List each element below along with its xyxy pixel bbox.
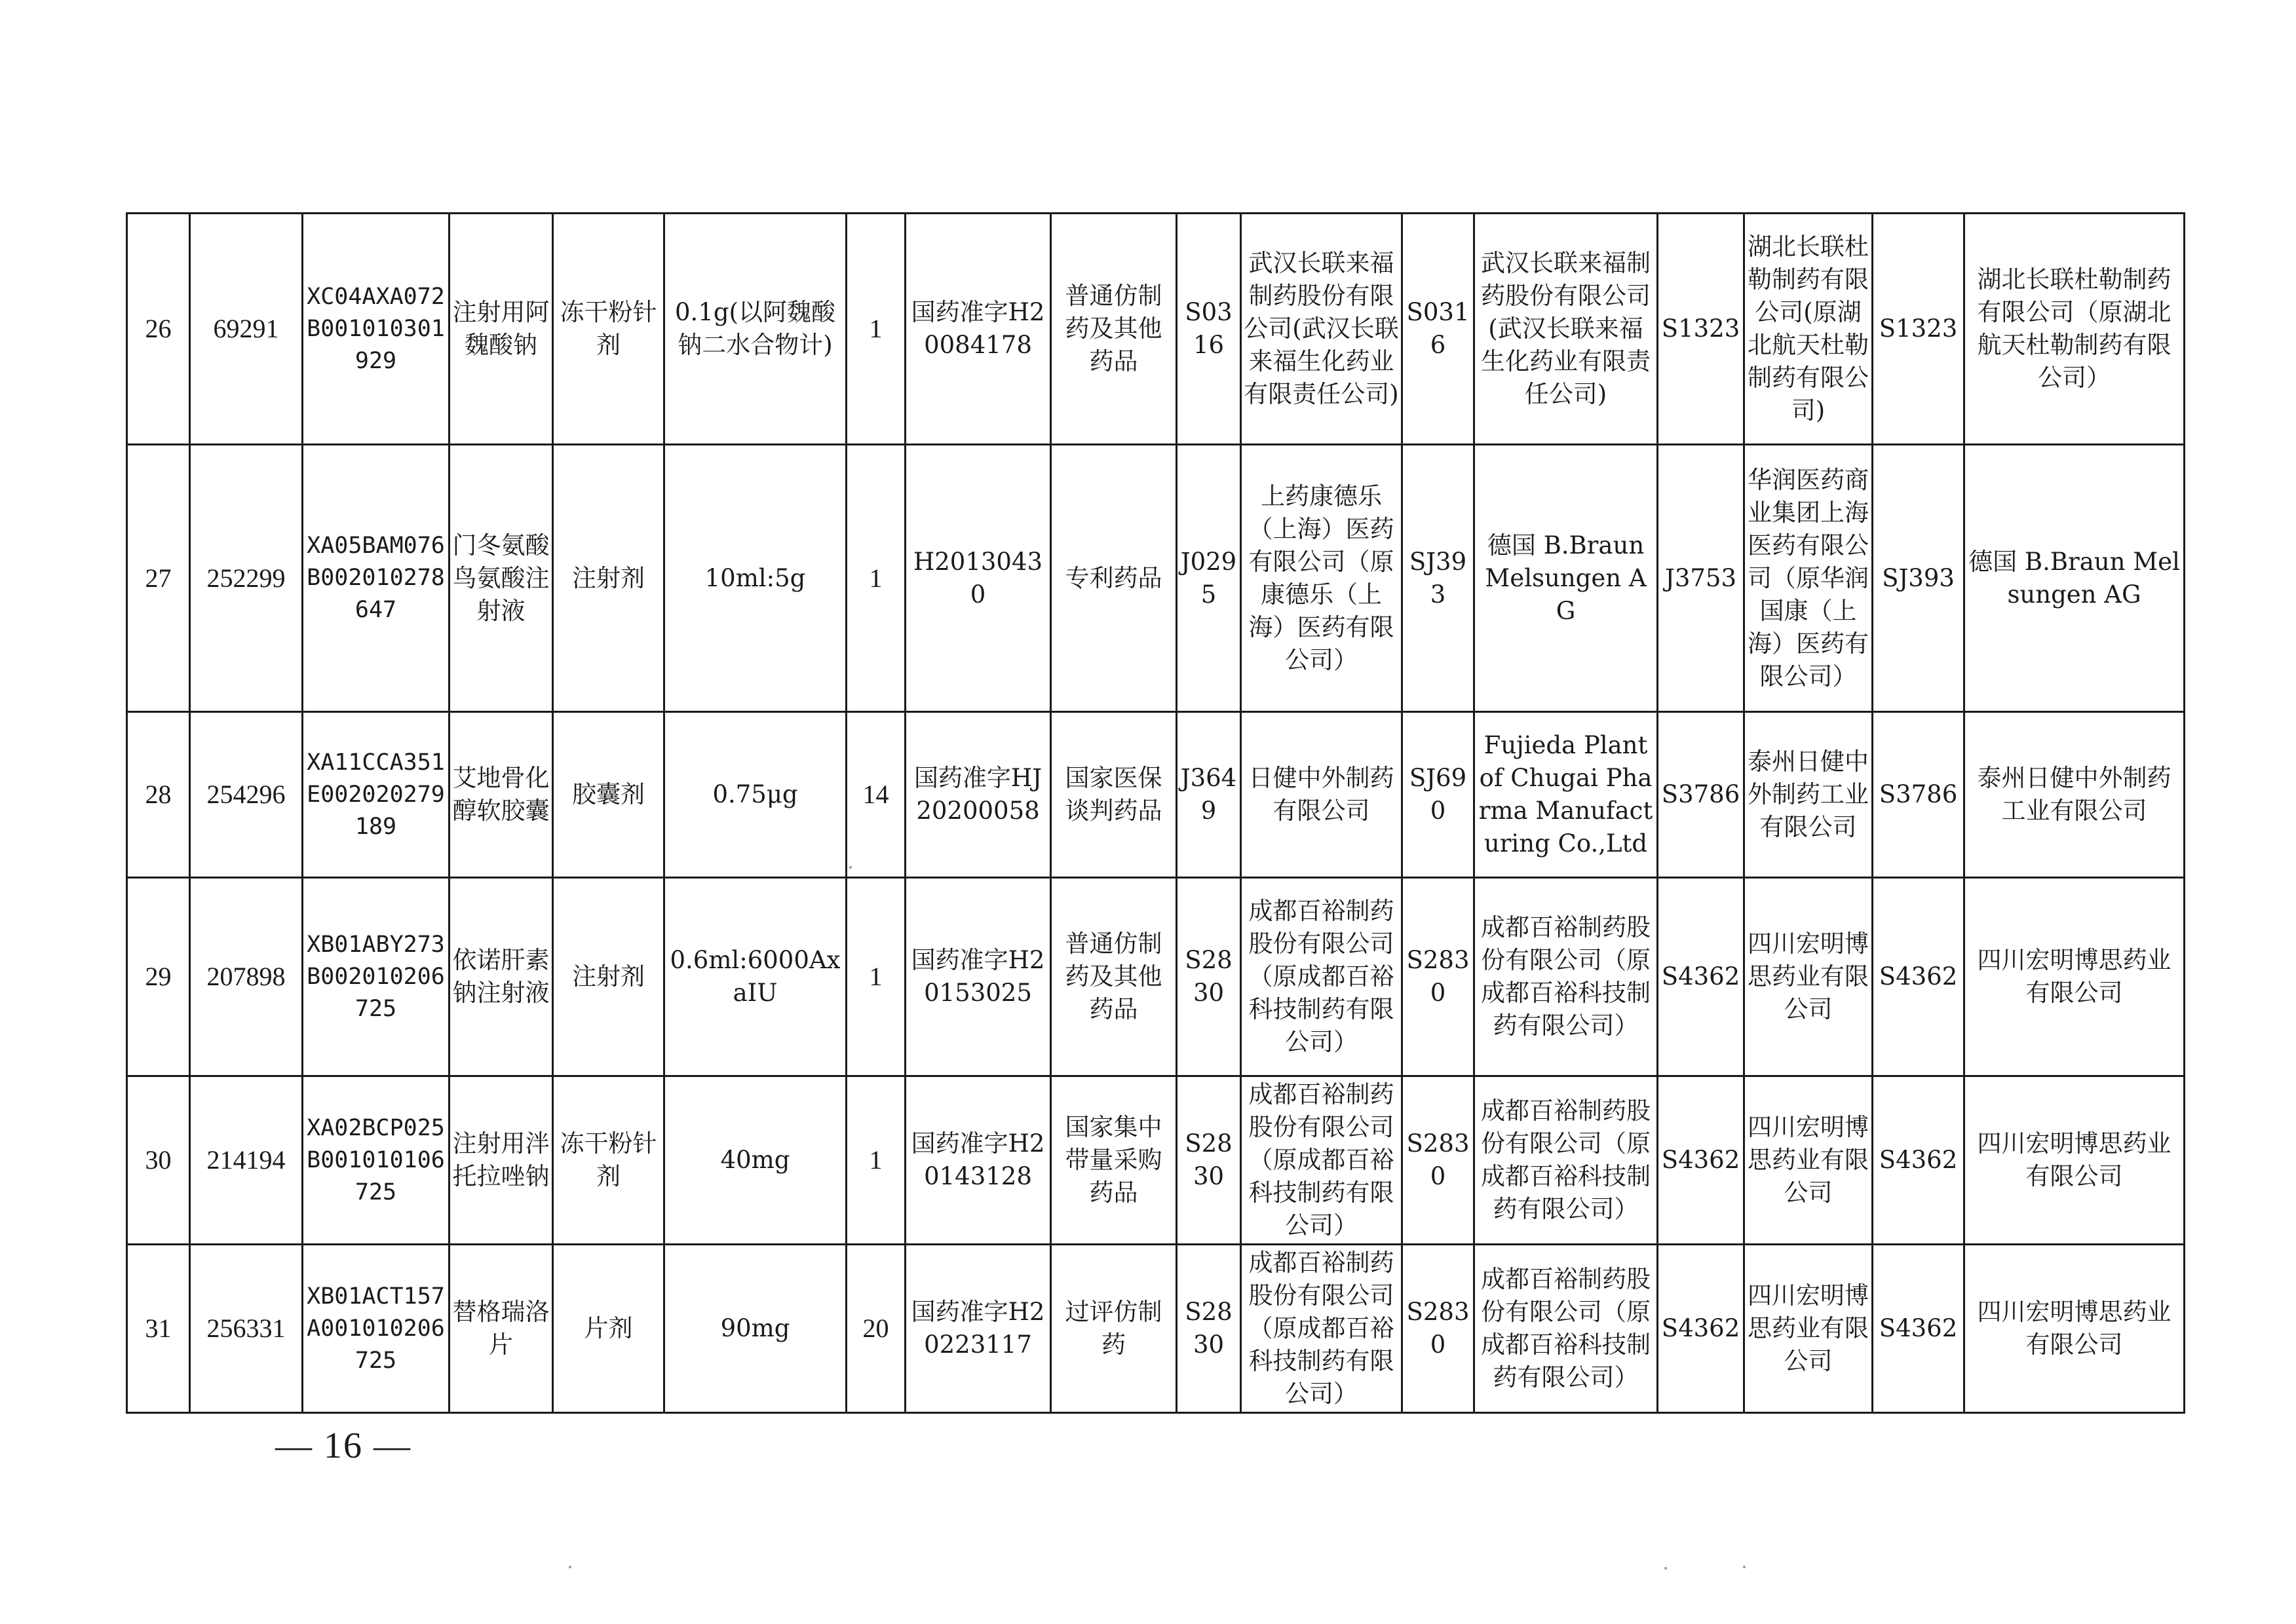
dosage-form-cell: 胶囊剂	[553, 712, 664, 878]
applicant-company-cell: 日健中外制药有限公司	[1241, 712, 1402, 878]
row-number-cell: 30	[127, 1076, 190, 1245]
drug-category-cell: 过评仿制药	[1051, 1245, 1177, 1413]
distributor-code-cell: S4362	[1658, 1245, 1744, 1413]
manufacturer-code-cell: S0316	[1402, 214, 1474, 445]
drug-category-cell: 国家医保谈判药品	[1051, 712, 1177, 878]
drug-code-cell: XA11CCA351E002020279189	[303, 712, 450, 878]
package-quantity-cell: 1	[847, 214, 906, 445]
distributor-company-cell: 四川宏明博思药业有限公司	[1744, 1245, 1873, 1413]
package-quantity-cell: 1	[847, 445, 906, 712]
distributor-code-cell: S3786	[1658, 712, 1744, 878]
drug-id-cell: 214194	[190, 1076, 303, 1245]
holder-company-cell: 四川宏明博思药业有限公司	[1964, 878, 2185, 1076]
table-row	[127, 445, 2185, 712]
distributor-code-cell: S1323	[1658, 214, 1744, 445]
drug-listing-table	[126, 212, 2185, 1414]
applicant-company-cell: 上药康德乐（上海）医药有限公司（原康德乐（上海）医药有限公司）	[1241, 445, 1402, 712]
distributor-company-cell: 四川宏明博思药业有限公司	[1744, 1076, 1873, 1245]
manufacturer-code-cell: S2830	[1402, 1076, 1474, 1245]
specification-cell: 10ml:5g	[664, 445, 847, 712]
drug-code-cell: XC04AXA072B001010301929	[303, 214, 450, 445]
distributor-company-cell: 华润医药商业集团上海医药有限公司（原华润国康（上海）医药有限公司）	[1744, 445, 1873, 712]
holder-company-cell: 四川宏明博思药业有限公司	[1964, 1245, 2185, 1413]
scan-speck	[1664, 1567, 1667, 1570]
drug-category-cell: 专利药品	[1051, 445, 1177, 712]
drug-id-cell: 254296	[190, 712, 303, 878]
approval-number-cell: 国药准字H20143128	[906, 1076, 1051, 1245]
table-row	[127, 214, 2185, 445]
scan-speck	[1743, 1566, 1746, 1568]
row-number-cell: 28	[127, 712, 190, 878]
package-quantity-cell: 1	[847, 1076, 906, 1245]
drug-category-cell: 普通仿制药及其他药品	[1051, 878, 1177, 1076]
dosage-form-cell: 片剂	[553, 1245, 664, 1413]
holder-code-cell: SJ393	[1873, 445, 1964, 712]
manufacturer-company-cell: 武汉长联来福制药股份有限公司(武汉长联来福生化药业有限责任公司)	[1474, 214, 1658, 445]
applicant-company-cell: 成都百裕制药股份有限公司（原成都百裕科技制药有限公司）	[1241, 878, 1402, 1076]
dosage-form-cell: 冻干粉针剂	[553, 1076, 664, 1245]
table-row	[127, 1076, 2185, 1245]
approval-number-cell: 国药准字H20223117	[906, 1245, 1051, 1413]
drug-name-cell: 替格瑞洛片	[450, 1245, 553, 1413]
dosage-form-cell: 注射剂	[553, 878, 664, 1076]
applicant-company-cell: 成都百裕制药股份有限公司（原成都百裕科技制药有限公司）	[1241, 1076, 1402, 1245]
scan-speck	[569, 1566, 571, 1568]
manufacturer-company-cell: 成都百裕制药股份有限公司（原成都百裕科技制药有限公司）	[1474, 1245, 1658, 1413]
package-quantity-cell: 20	[847, 1245, 906, 1413]
drug-id-cell: 207898	[190, 878, 303, 1076]
specification-cell: 0.6ml:6000AxaIU	[664, 878, 847, 1076]
holder-code-cell: S4362	[1873, 1076, 1964, 1245]
manufacturer-company-cell: 成都百裕制药股份有限公司（原成都百裕科技制药有限公司）	[1474, 1076, 1658, 1245]
specification-cell: 0.1g(以阿魏酸钠二水合物计)	[664, 214, 847, 445]
holder-code-cell: S4362	[1873, 1245, 1964, 1413]
holder-code-cell: S3786	[1873, 712, 1964, 878]
drug-name-cell: 依诺肝素钠注射液	[450, 878, 553, 1076]
drug-id-cell: 252299	[190, 445, 303, 712]
applicant-company-cell: 成都百裕制药股份有限公司（原成都百裕科技制药有限公司）	[1241, 1245, 1402, 1413]
applicant-code-cell: S2830	[1177, 1245, 1241, 1413]
manufacturer-company-cell: 德国 B.Braun Melsungen AG	[1474, 445, 1658, 712]
specification-cell: 40mg	[664, 1076, 847, 1245]
applicant-code-cell: J3649	[1177, 712, 1241, 878]
package-quantity-cell: 1	[847, 878, 906, 1076]
drug-code-cell: XA02BCP025B001010106725	[303, 1076, 450, 1245]
package-quantity-cell: 14	[847, 712, 906, 878]
holder-company-cell: 湖北长联杜勒制药有限公司（原湖北航天杜勒制药有限公司）	[1964, 214, 2185, 445]
drug-id-cell: 69291	[190, 214, 303, 445]
table-row	[127, 1245, 2185, 1413]
drug-name-cell: 艾地骨化醇软胶囊	[450, 712, 553, 878]
row-number-cell: 31	[127, 1245, 190, 1413]
applicant-code-cell: S0316	[1177, 214, 1241, 445]
manufacturer-company-cell: 成都百裕制药股份有限公司（原成都百裕科技制药有限公司）	[1474, 878, 1658, 1076]
drug-name-cell: 注射用泮托拉唑钠	[450, 1076, 553, 1245]
dosage-form-cell: 注射剂	[553, 445, 664, 712]
approval-number-cell: 国药准字H20153025	[906, 878, 1051, 1076]
row-number-cell: 29	[127, 878, 190, 1076]
distributor-code-cell: S4362	[1658, 878, 1744, 1076]
drug-id-cell: 256331	[190, 1245, 303, 1413]
drug-name-cell: 注射用阿魏酸钠	[450, 214, 553, 445]
scan-speck	[849, 866, 852, 869]
distributor-company-cell: 泰州日健中外制药工业有限公司	[1744, 712, 1873, 878]
approval-number-cell: 国药准字H20084178	[906, 214, 1051, 445]
holder-code-cell: S1323	[1873, 214, 1964, 445]
row-number-cell: 26	[127, 214, 190, 445]
specification-cell: 90mg	[664, 1245, 847, 1413]
approval-number-cell: 国药准字HJ20200058	[906, 712, 1051, 878]
approval-number-cell: H20130430	[906, 445, 1051, 712]
holder-company-cell: 德国 B.Braun Melsungen AG	[1964, 445, 2185, 712]
manufacturer-code-cell: SJ690	[1402, 712, 1474, 878]
drug-category-cell: 普通仿制药及其他药品	[1051, 214, 1177, 445]
holder-company-cell: 四川宏明博思药业有限公司	[1964, 1076, 2185, 1245]
drug-category-cell: 国家集中带量采购药品	[1051, 1076, 1177, 1245]
row-number-cell: 27	[127, 445, 190, 712]
distributor-code-cell: S4362	[1658, 1076, 1744, 1245]
manufacturer-code-cell: S2830	[1402, 878, 1474, 1076]
applicant-code-cell: S2830	[1177, 878, 1241, 1076]
applicant-code-cell: S2830	[1177, 1076, 1241, 1245]
drug-name-cell: 门冬氨酸鸟氨酸注射液	[450, 445, 553, 712]
distributor-company-cell: 四川宏明博思药业有限公司	[1744, 878, 1873, 1076]
holder-code-cell: S4362	[1873, 878, 1964, 1076]
manufacturer-code-cell: SJ393	[1402, 445, 1474, 712]
holder-company-cell: 泰州日健中外制药工业有限公司	[1964, 712, 2185, 878]
distributor-company-cell: 湖北长联杜勒制药有限公司(原湖北航天杜勒制药有限公司)	[1744, 214, 1873, 445]
drug-code-cell: XB01ABY273B002010206725	[303, 878, 450, 1076]
distributor-code-cell: J3753	[1658, 445, 1744, 712]
applicant-code-cell: J0295	[1177, 445, 1241, 712]
manufacturer-code-cell: S2830	[1402, 1245, 1474, 1413]
drug-code-cell: XB01ACT157A001010206725	[303, 1245, 450, 1413]
specification-cell: 0.75μg	[664, 712, 847, 878]
applicant-company-cell: 武汉长联来福制药股份有限公司(武汉长联来福生化药业有限责任公司)	[1241, 214, 1402, 445]
table-row	[127, 878, 2185, 1076]
table-row	[127, 712, 2185, 878]
drug-code-cell: XA05BAM076B002010278647	[303, 445, 450, 712]
dosage-form-cell: 冻干粉针剂	[553, 214, 664, 445]
page-number: — 16 —	[275, 1426, 411, 1466]
manufacturer-company-cell: Fujieda Plant of Chugai Pharma Manufacturing Co.,Ltd	[1474, 712, 1658, 878]
